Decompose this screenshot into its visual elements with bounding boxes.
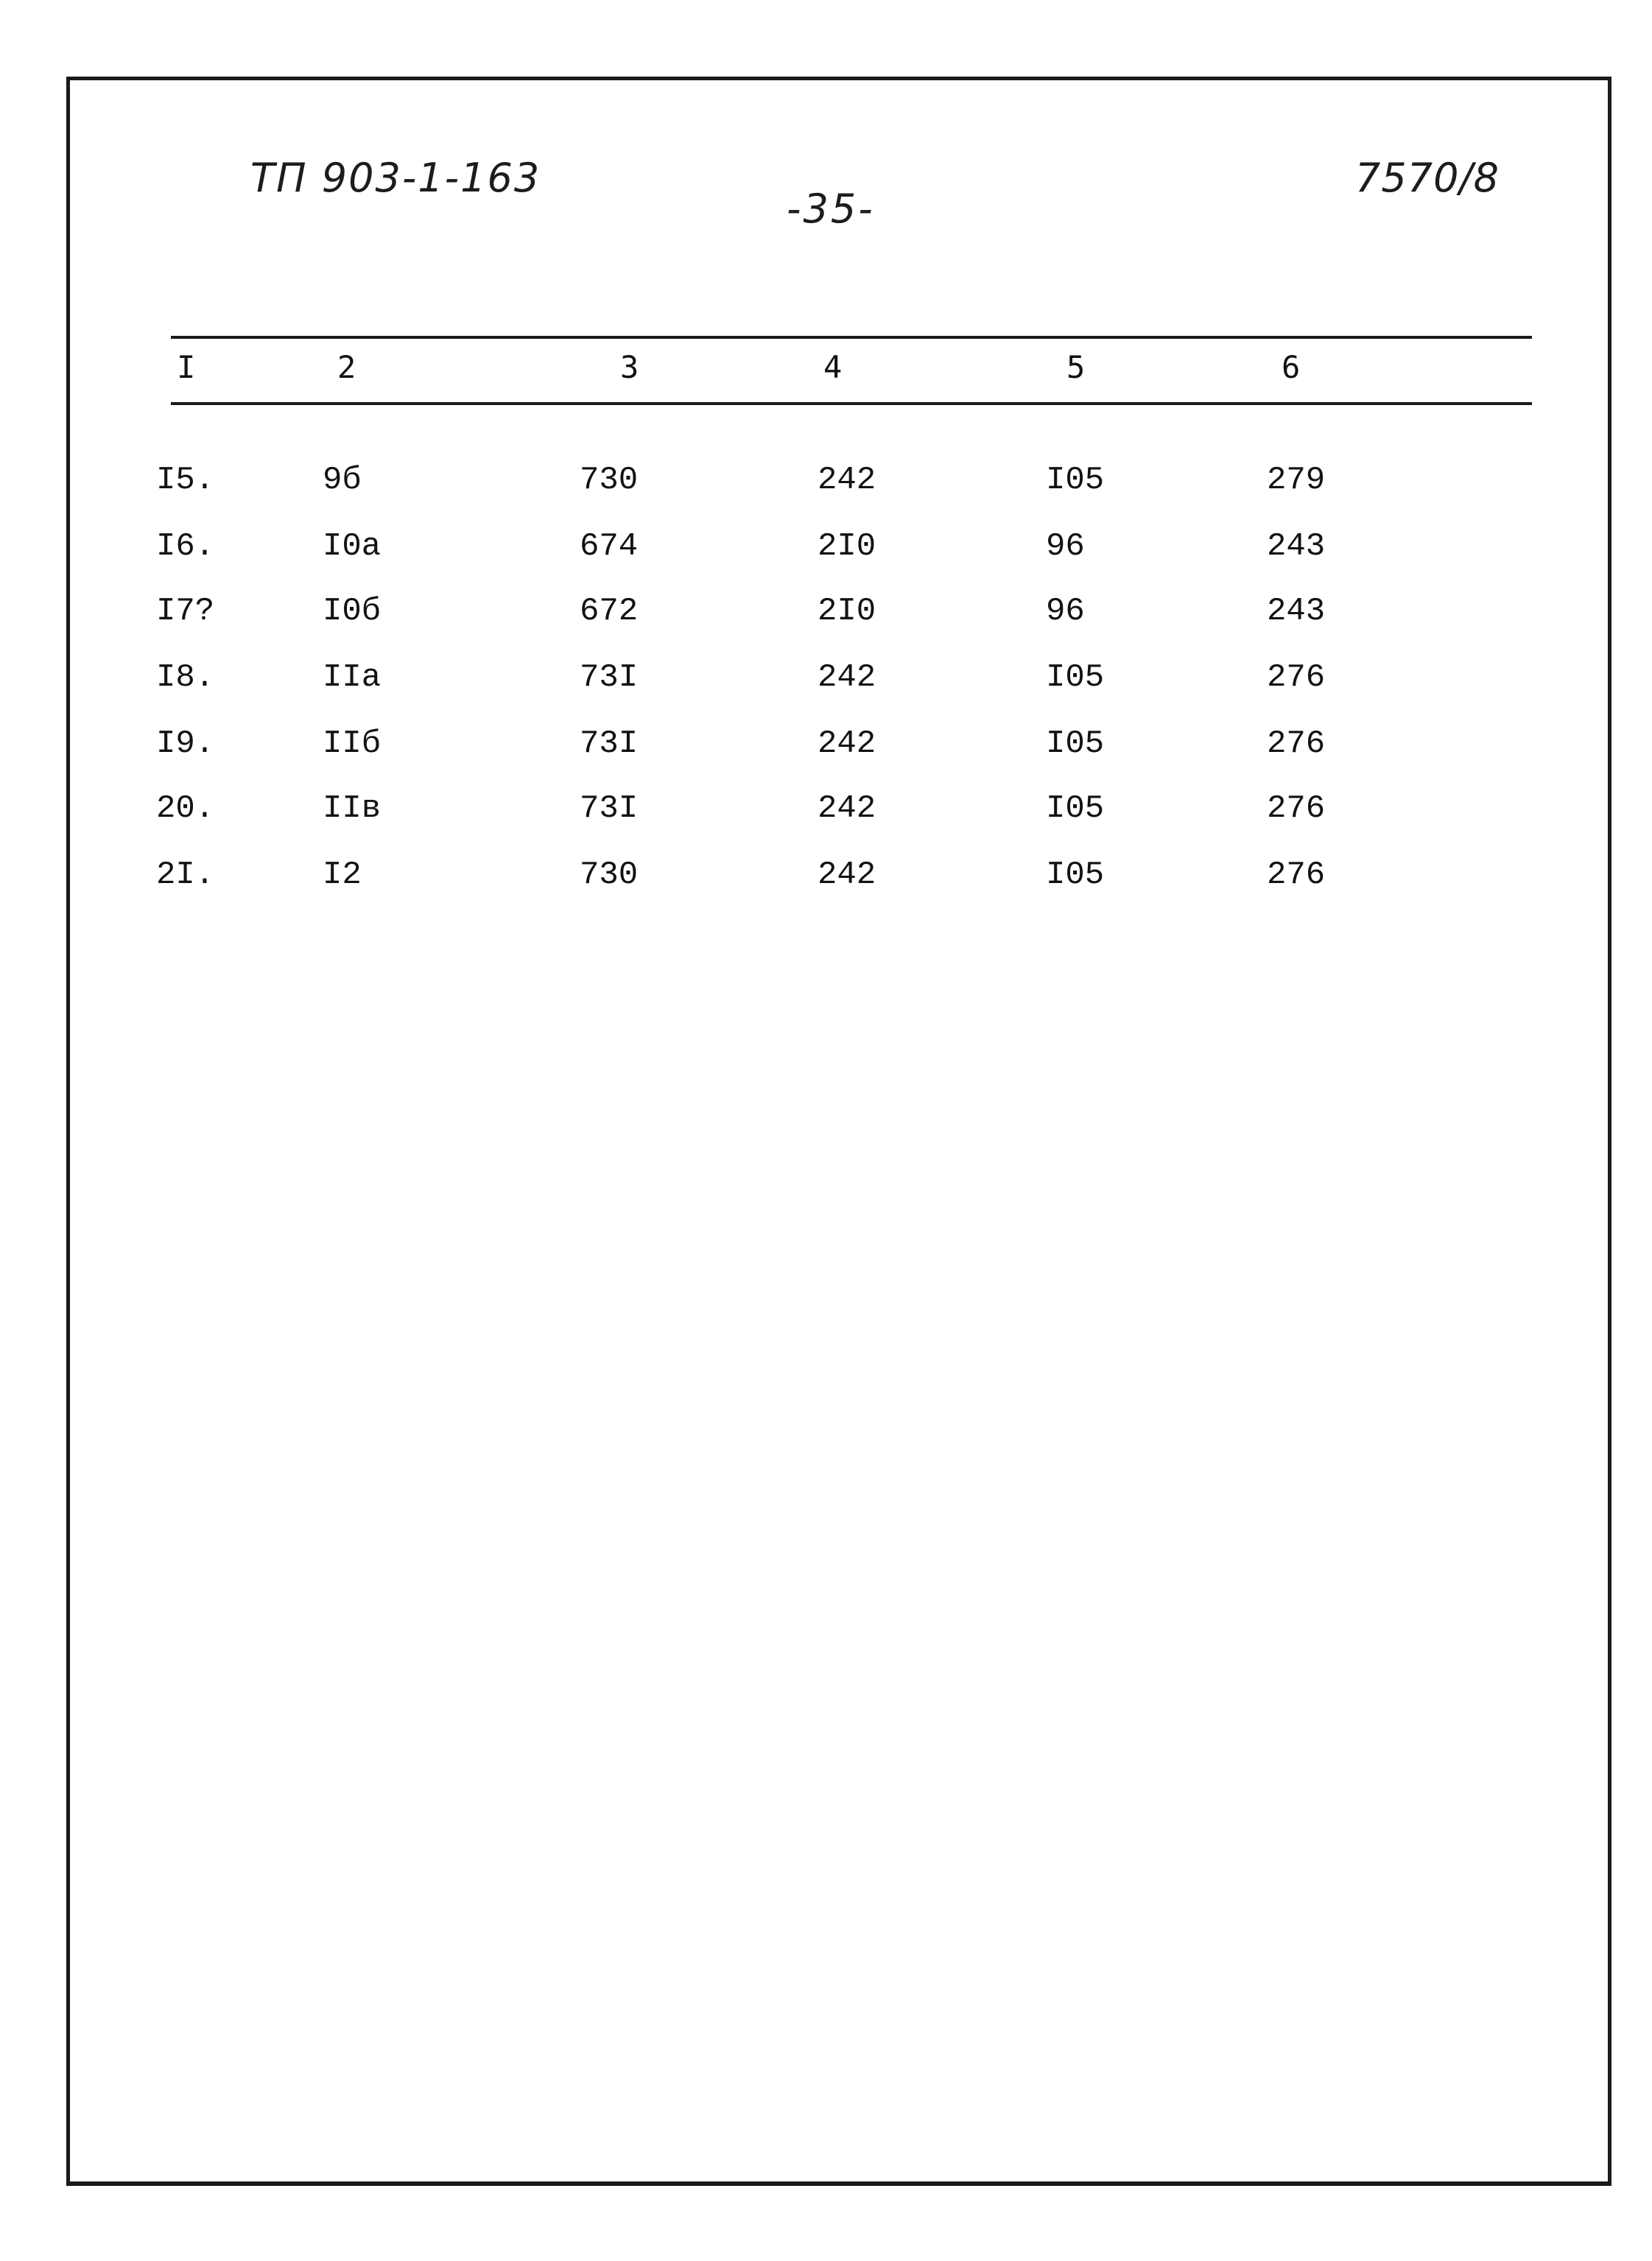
- table-cell: 279: [1267, 462, 1326, 499]
- column-header-1: I: [177, 349, 196, 385]
- table-cell: I05: [1046, 857, 1105, 893]
- table-cell: 674: [580, 528, 639, 565]
- table-cell: 276: [1267, 857, 1326, 893]
- table-cell: 242: [818, 462, 876, 499]
- table-cell: 2I.: [156, 857, 215, 893]
- page-border: [66, 77, 1611, 2186]
- sheet-reference: 7570/8: [1355, 155, 1500, 201]
- table-cell: IIв: [323, 790, 382, 827]
- table-cell: 730: [580, 857, 639, 893]
- table-cell: 73I: [580, 725, 639, 762]
- table-cell: 242: [818, 790, 876, 827]
- table-cell: I9.: [156, 725, 215, 762]
- table-cell: I0а: [323, 528, 382, 565]
- table-cell: 96: [1046, 593, 1085, 630]
- table-cell: 243: [1267, 528, 1326, 565]
- table-cell: 276: [1267, 725, 1326, 762]
- table-cell: 242: [818, 857, 876, 893]
- table-cell: IIб: [323, 725, 382, 762]
- column-header-6: 6: [1282, 349, 1301, 385]
- column-header-2: 2: [337, 349, 356, 385]
- column-header-4: 4: [823, 349, 843, 385]
- table-cell: 9б: [323, 462, 362, 499]
- table-cell: 20.: [156, 790, 215, 827]
- column-header-3: 3: [620, 349, 639, 385]
- table-cell: 96: [1046, 528, 1085, 565]
- table-cell: I05: [1046, 725, 1105, 762]
- column-header-5: 5: [1066, 349, 1086, 385]
- table-top-rule: [171, 336, 1532, 339]
- table-cell: 243: [1267, 593, 1326, 630]
- table-cell: I5.: [156, 462, 215, 499]
- table-cell: I05: [1046, 659, 1105, 696]
- table-cell: 2I0: [818, 593, 876, 630]
- table-cell: I7?: [156, 593, 215, 630]
- table-header-rule: [171, 402, 1532, 405]
- table-cell: 242: [818, 725, 876, 762]
- table-cell: I8.: [156, 659, 215, 696]
- table-cell: 242: [818, 659, 876, 696]
- table-cell: 672: [580, 593, 639, 630]
- table-cell: I0б: [323, 593, 382, 630]
- table-cell: 276: [1267, 659, 1326, 696]
- table-cell: I05: [1046, 462, 1105, 499]
- document-code: ТП 903-1-163: [250, 155, 541, 201]
- table-cell: I05: [1046, 790, 1105, 827]
- table-cell: IIа: [323, 659, 382, 696]
- table-cell: 73I: [580, 659, 639, 696]
- table-cell: 730: [580, 462, 639, 499]
- page-number: -35-: [787, 186, 875, 232]
- table-cell: I6.: [156, 528, 215, 565]
- table-cell: 73I: [580, 790, 639, 827]
- table-cell: I2: [323, 857, 362, 893]
- table-cell: 276: [1267, 790, 1326, 827]
- table-cell: 2I0: [818, 528, 876, 565]
